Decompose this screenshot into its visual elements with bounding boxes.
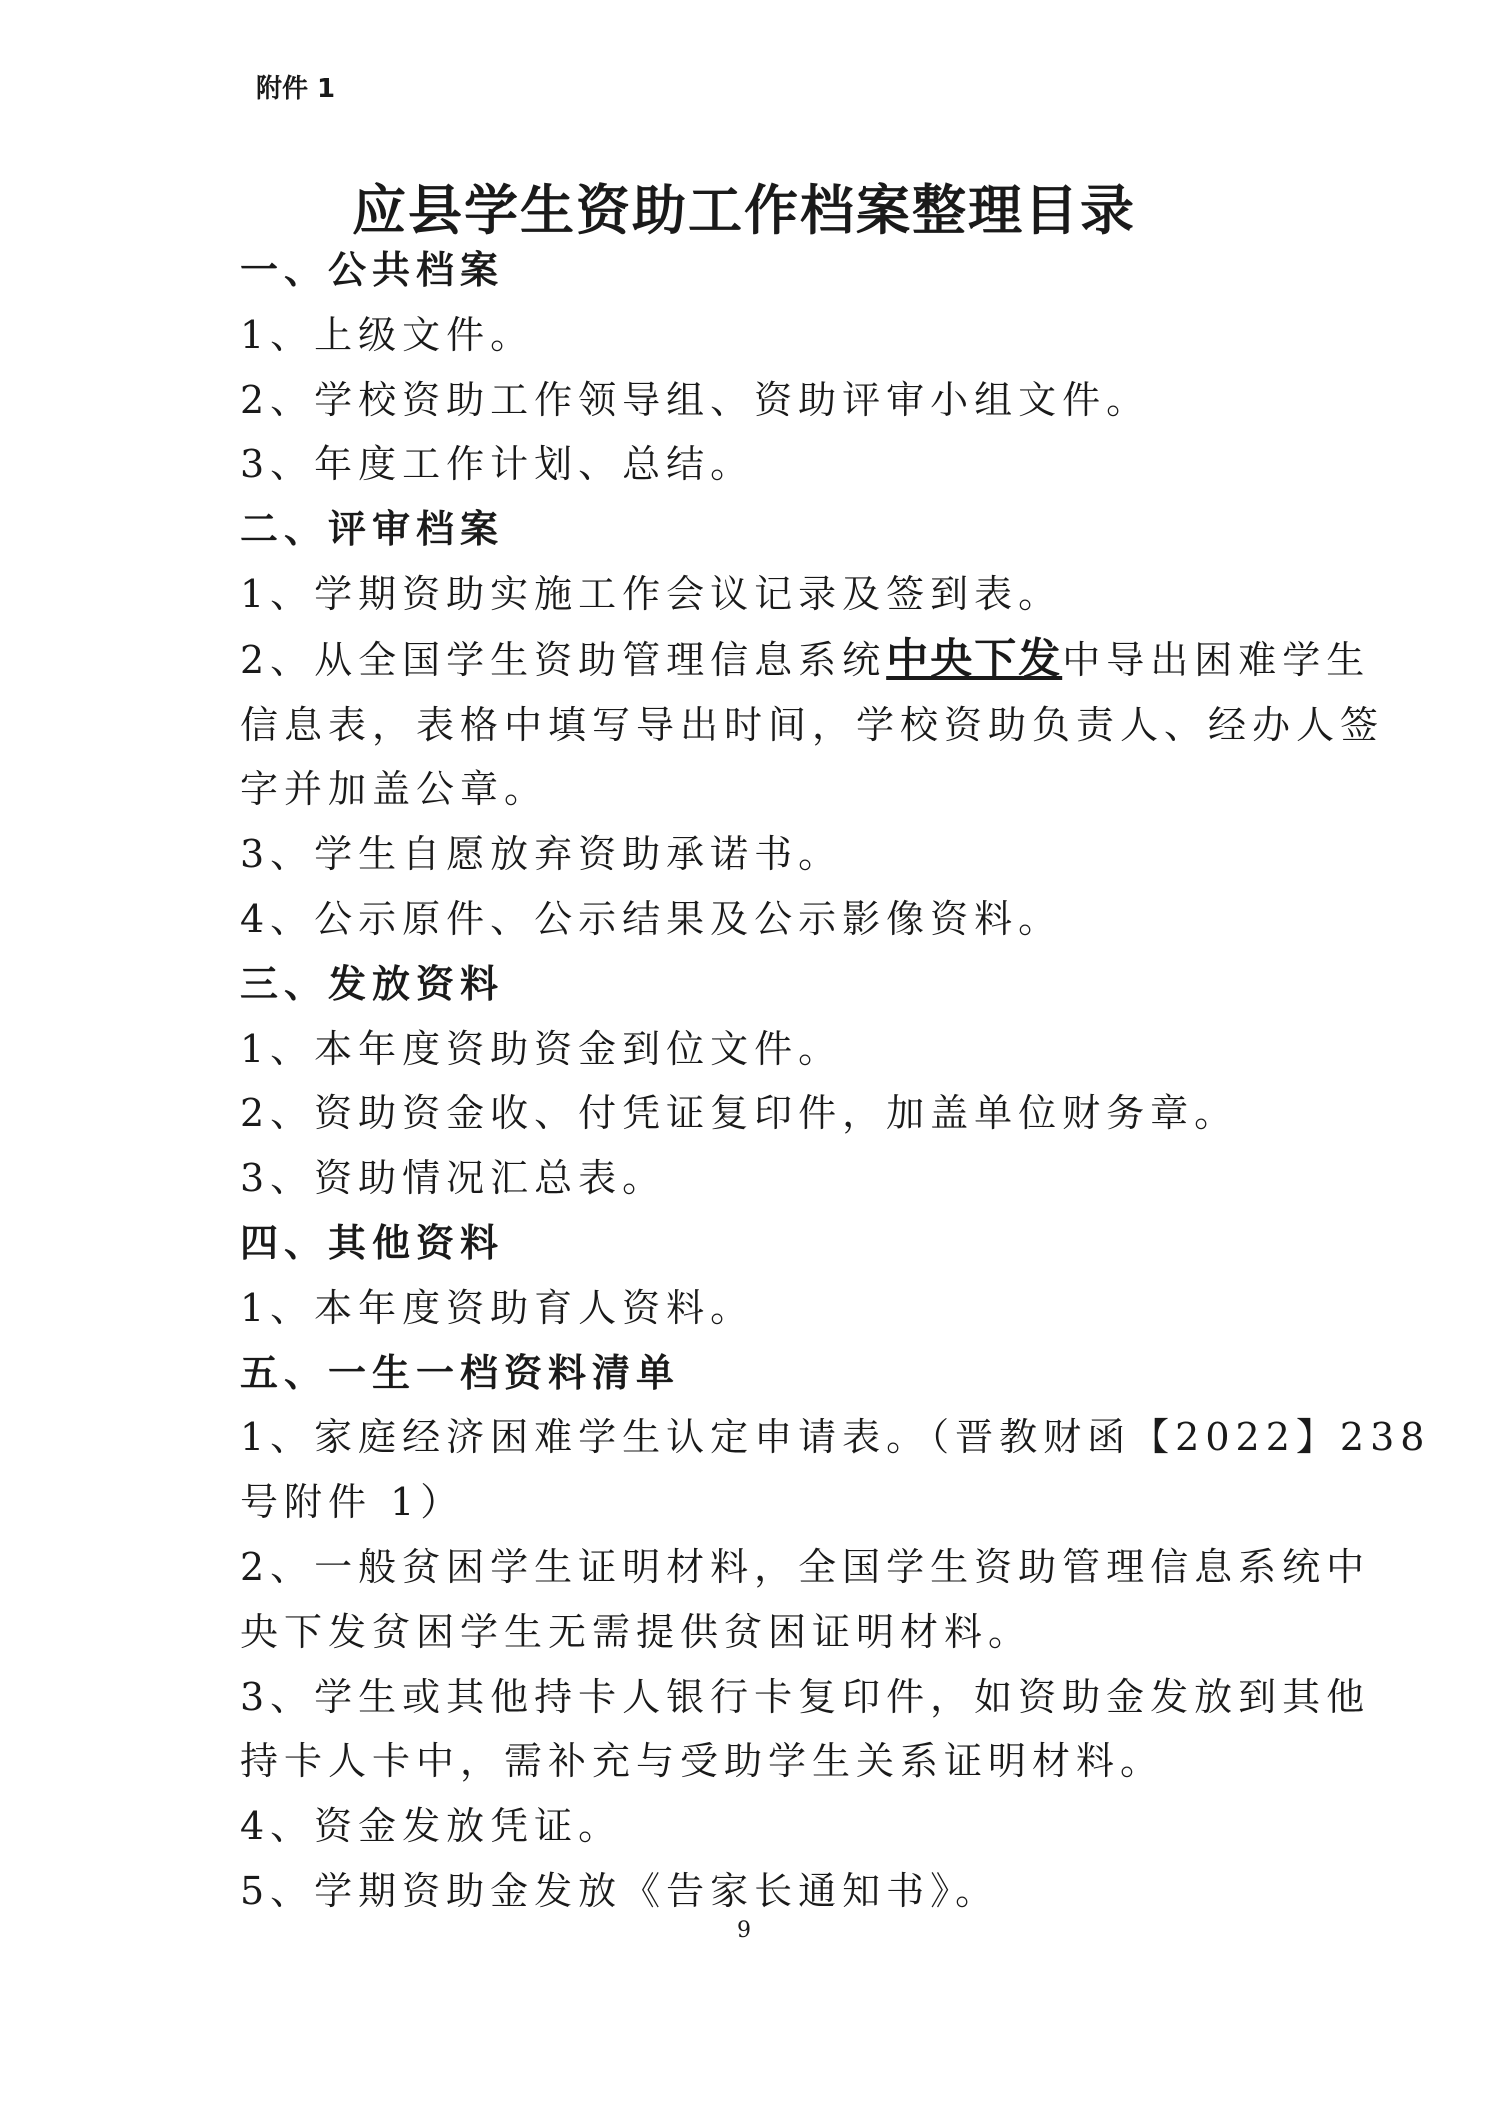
list-item: 3、学生自愿放弃资助承诺书。 xyxy=(240,832,843,877)
section-heading: 五、一生一档资料清单 xyxy=(240,1350,681,1395)
list-item-continuation: 央下发贫困学生无需提供贫困证明材料。 xyxy=(240,1609,1033,1654)
list-item-continuation: 持卡人卡中，需补充与受助学生关系证明材料。 xyxy=(240,1739,1165,1784)
list-item: 1、上级文件。 xyxy=(240,312,535,357)
list-item: 3、年度工作计划、总结。 xyxy=(240,442,755,487)
list-item-continuation: 号附件 1） xyxy=(240,1480,465,1525)
list-item: 1、本年度资助资金到位文件。 xyxy=(240,1026,843,1071)
list-item: 3、资助情况汇总表。 xyxy=(240,1156,667,1201)
list-item: 4、资金发放凭证。 xyxy=(240,1804,623,1849)
list-item: 2、资助资金收、付凭证复印件，加盖单位财务章。 xyxy=(240,1091,1239,1136)
attachment-label: 附件 1 xyxy=(256,74,336,104)
section-heading: 一、公共档案 xyxy=(240,248,505,292)
page-number: 9 xyxy=(737,1918,751,1943)
list-item: 3、学生或其他持卡人银行卡复印件，如资助金发放到其他 xyxy=(240,1674,1371,1719)
list-item: 1、本年度资助育人资料。 xyxy=(240,1285,755,1330)
document-title: 应县学生资助工作档案整理目录 xyxy=(352,179,1136,242)
section-heading: 三、发放资料 xyxy=(240,961,505,1006)
list-item xyxy=(240,627,1371,693)
section-heading: 二、评审档案 xyxy=(240,507,505,552)
list-item: 1、家庭经济困难学生认定申请表。（晋教财函【2022】238 xyxy=(240,1415,1431,1460)
document-body xyxy=(240,238,1431,1924)
list-item-continuation: 信息表，表格中填写导出时间，学校资助负责人、经办人签 xyxy=(240,702,1385,747)
list-item: 1、学期资助实施工作会议记录及签到表。 xyxy=(240,571,1063,616)
list-item-continuation: 字并加盖公章。 xyxy=(240,767,549,812)
list-item-text: 2、从全国学生资助管理信息系统 xyxy=(240,637,887,682)
underlined-emphasis: 中央下发 xyxy=(886,633,1063,683)
list-item: 2、学校资助工作领导组、资助评审小组文件。 xyxy=(240,377,1151,422)
list-item: 4、公示原件、公示结果及公示影像资料。 xyxy=(240,896,1063,941)
list-item: 2、一般贫困学生证明材料，全国学生资助管理信息系统中 xyxy=(240,1544,1371,1589)
section-heading: 四、其他资料 xyxy=(240,1220,505,1265)
list-item: 5、学期资助金发放《告家长通知书》。 xyxy=(240,1868,1000,1913)
list-item-text: 中导出困难学生 xyxy=(1062,637,1371,682)
